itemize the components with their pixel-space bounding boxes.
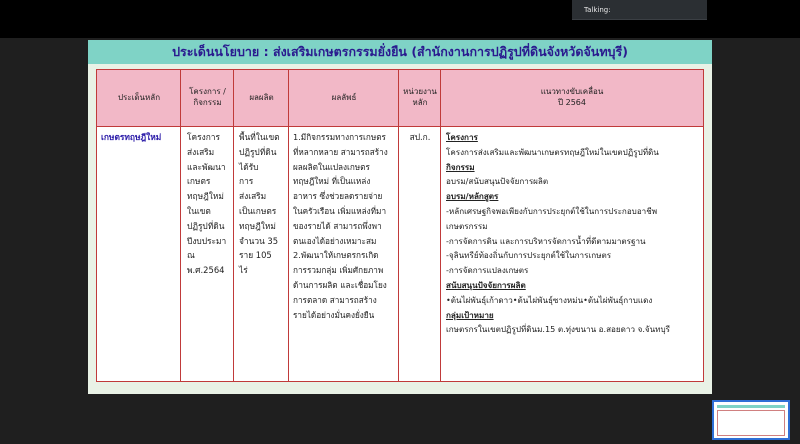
- project-line: ทฤษฎีใหม่: [187, 191, 224, 202]
- cell-project: [187, 130, 233, 278]
- project-line: และพัฒนา: [187, 161, 226, 172]
- header-guideline: [441, 70, 703, 126]
- guideline-line: -การจัดการดิน และการบริหารจัดการน้ำที่ดีตามมาตรฐาน: [446, 235, 646, 246]
- self-video-thumbnail[interactable]: [712, 400, 790, 440]
- thumbnail-table: [717, 410, 785, 436]
- thumbnail-title-bar: [717, 405, 785, 408]
- cell-main-issue: เกษตรทฤษฎีใหม่: [101, 132, 162, 142]
- guideline-line: เกษตรกรรม: [446, 220, 488, 231]
- project-line: ปฏิรูปที่ดิน: [187, 220, 225, 231]
- outcome-line: รายได้อย่างมั่นคงยั่งยืน: [293, 309, 375, 320]
- output-line: การ: [239, 176, 254, 187]
- outcome-line: ในครัวเรือน เพิ่มแหล่งที่มา: [293, 205, 387, 216]
- meeting-bottom-bar: [0, 396, 800, 444]
- guideline-heading: กลุ่มเป้าหมาย: [446, 309, 494, 320]
- outcome-line: ทฤษฎีใหม่ ที่เป็นแหล่ง: [293, 176, 371, 187]
- outcome-line: ด้านการผลิต และเชื่อมโยง: [293, 279, 387, 290]
- guideline-heading: โครงการ: [446, 132, 478, 142]
- output-line: ปฏิรูปที่ดิน: [239, 146, 277, 157]
- outcome-line: ผลผลิตในแปลงเกษตร: [293, 161, 370, 172]
- guideline-heading: สนับสนุนปัจจัยการผลิต: [446, 279, 526, 290]
- output-line: พื้นที่ในเขต: [239, 132, 280, 142]
- outcome-line: ที่หลากหลาย สามารถสร้าง: [293, 146, 388, 157]
- cell-agency: สป.ก.: [409, 132, 431, 142]
- guideline-line: -การจัดการแปลงเกษตร: [446, 265, 529, 276]
- output-line: ส่งเสริม: [239, 191, 267, 202]
- outcome-line: การตลาด สามารถสร้าง: [293, 294, 377, 305]
- output-line: จำนวน 35: [239, 235, 279, 246]
- outcome-line: การรวมกลุ่ม เพิ่มศักยภาพ: [293, 265, 384, 276]
- slide-title: ประเด็นนโยบาย : ส่งเสริมเกษตรกรรมยั่งยืน (สำนักงานการปฏิรูปที่ดินจังหวัดจันทบุรี): [88, 40, 712, 64]
- guideline-line: -หลักเศรษฐกิจพอเพียงกับการประยุกต์ใช้ในการประกอบอาชีพ: [446, 205, 658, 216]
- project-line: พ.ศ.2564: [187, 265, 225, 276]
- guideline-line: -จุลินทรีย์ท้องถิ่นกับการประยุกต์ใช้ในการเกษตร: [446, 250, 612, 261]
- meeting-top-bar: [0, 0, 800, 38]
- guideline-line: •ต้นไผ่พันธุ์เก้าดาว•ต้นไผ่พันธุ์ซางหม่น•ต้นไผ่พันธุ์กาบแดง: [446, 294, 653, 305]
- header-main-issue: ประเด็นหลัก: [117, 92, 161, 102]
- outcome-line: ตนเองได้อย่างเหมาะสม: [293, 235, 377, 246]
- policy-table: [96, 69, 704, 382]
- output-line: ราย 105: [239, 250, 272, 261]
- header-guideline-year: ปี 2564: [558, 98, 586, 107]
- project-line: โครงการ: [187, 132, 220, 142]
- shared-slide: [88, 40, 712, 394]
- header-guideline-title: แนวทางขับเคลื่อน: [540, 87, 604, 97]
- guideline-heading: อบรม/หลักสูตร: [446, 191, 499, 202]
- output-line: ไร่: [239, 265, 248, 276]
- project-line: ส่งเสริม: [187, 146, 215, 157]
- output-line: ทฤษฎีใหม่: [239, 220, 276, 231]
- guideline-line: อบรม/สนับสนุนปัจจัยการผลิต: [446, 176, 549, 187]
- outcome-line: อาหาร ซึ่งช่วยลดรายจ่าย: [293, 191, 383, 202]
- cell-outcome: [293, 130, 399, 322]
- outcome-line: 1.มีกิจกรรมทางการเกษตร: [293, 132, 386, 142]
- cell-output: [239, 130, 289, 278]
- header-project: โครงการ / กิจกรรม: [189, 87, 226, 107]
- header-agency: หน่วยงาน หลัก: [403, 87, 437, 107]
- header-outcome: ผลลัพธ์: [331, 92, 357, 102]
- talking-indicator: Talking:: [572, 0, 707, 20]
- project-line: ณ: [187, 250, 195, 261]
- guideline-heading: กิจกรรม: [446, 161, 475, 172]
- header-output: ผลผลิต: [249, 92, 274, 102]
- project-line: ในเขต: [187, 205, 211, 216]
- output-line: เป็นเกษตร: [239, 205, 277, 216]
- guideline-line: เกษตรกรในเขตปฏิรูปที่ดินม.15 ต.ทุ่งขนาน อ.สอยดาว จ.จันทบุรี: [446, 324, 670, 335]
- project-line: เกษตร: [187, 176, 211, 187]
- output-line: ได้รับ: [239, 161, 259, 172]
- project-line: ปีงบประมา: [187, 235, 227, 246]
- guideline-line: โครงการส่งเสริมและพัฒนาเกษตรทฤษฎีใหม่ในเขตปฏิรูปที่ดิน: [446, 146, 659, 157]
- cell-guideline: [446, 130, 702, 337]
- outcome-line: 2.พัฒนาให้เกษตรกรเกิด: [293, 250, 379, 261]
- outcome-line: ของรายได้ สามารถพึ่งพา: [293, 220, 382, 231]
